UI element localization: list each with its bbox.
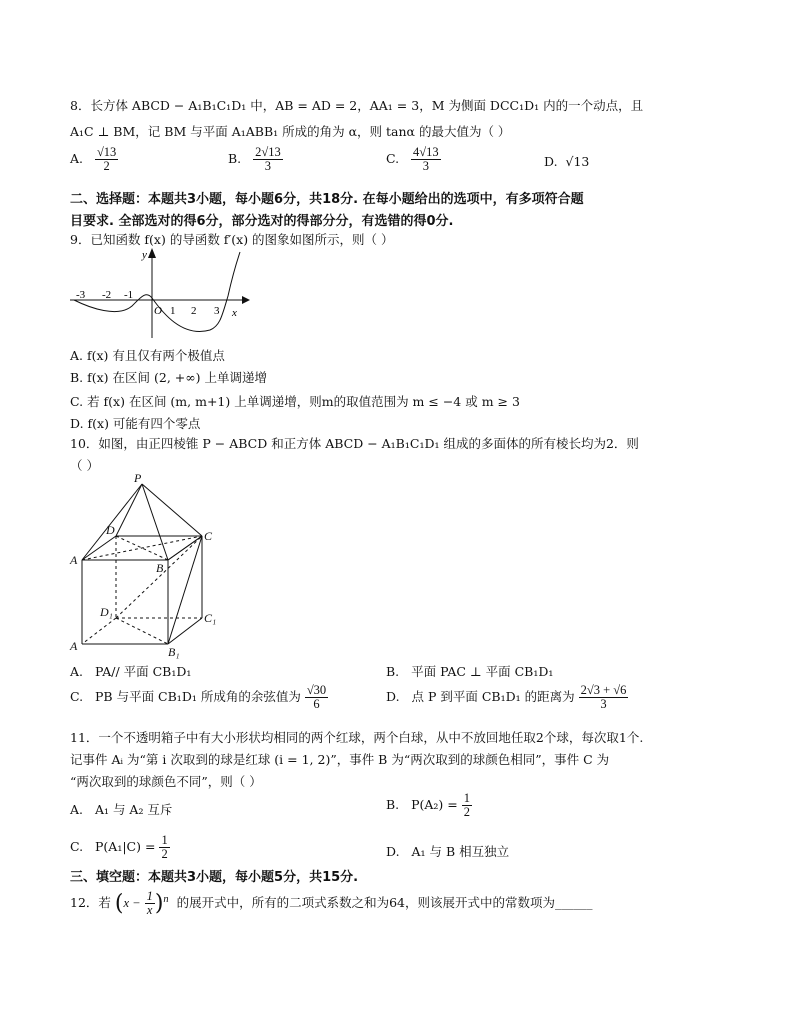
q10-figure-label: D <box>106 523 115 537</box>
q9-graph-tick: -2 <box>102 289 112 301</box>
q12-line: 12．若 (x − $\frac{1}{x}$ )$^n$ 的展开式中，所有的二项式系数之和为64，则该展开式中的常数项为______ <box>70 889 593 918</box>
q9-stem: 9．已知函数 f(x) 的导函数 f′(x) 的图象如图所示，则（ ） <box>70 232 394 247</box>
q9-derivative-graph <box>70 246 250 338</box>
q11-option-d: D. A₁ 与 B 相互独立 <box>386 844 510 859</box>
q10-figure-label: P <box>134 471 142 485</box>
q9-graph-y-label: y <box>142 249 147 261</box>
q8-option-b: B. $\frac{2√13}{3}$ <box>228 145 281 174</box>
q9-graph-tick: 1 <box>170 305 176 317</box>
q10-line1: 10．如图，由正四棱锥 P − ABCD 和正方体 ABCD − A₁B₁C₁D₁ 组成的多面体的所有棱长均为2．则 <box>70 436 639 451</box>
q9-graph-tick: -3 <box>76 289 86 301</box>
section2-heading-line2: 目要求. 全部选对的得6分，部分选对的得部分分，有选错的得0分. <box>70 214 454 229</box>
q10-option-b: B. 平面 PAC ⊥ 平面 CB₁D₁ <box>386 664 554 679</box>
q9-graph-tick: 2 <box>191 305 197 317</box>
q10-polyhedron-figure <box>68 470 228 660</box>
q10-option-c: C. PB 与平面 CB₁D₁ 所成角的余弦值为 $\frac{√30}{6}$ <box>70 683 327 712</box>
q11-line2: 记事件 Aᵢ 为“第 i 次取到的球是红球 (i = 1, 2)”，事件 B 为“两次取到的球颜色相同”，事件 C 为 <box>70 752 610 767</box>
q8-option-a: A. $\frac{√13}{2}$ <box>70 145 117 174</box>
q10-figure-label: C <box>204 529 213 543</box>
q9-option-a: A. f(x) 有且仅有两个极值点 <box>70 348 225 363</box>
q9-option-b: B. f(x) 在区间 (2, +∞) 上单调递增 <box>70 370 268 385</box>
q11-line1: 11．一个不透明箱子中有大小形状均相同的两个红球，两个白球，从中不放回地任取2个球，每次取1个. <box>70 730 644 745</box>
q8-line1: 8．长方体 ABCD − A₁B₁C₁D₁ 中，AB = AD = 2，AA₁ = 3，M 为侧面 DCC₁D₁ 内的一个动点，且 <box>70 98 644 113</box>
section3-heading: 三、填空题：本题共3小题，每小题5分，共15分. <box>70 870 359 885</box>
q10-figure-label: B <box>156 561 164 575</box>
q10-option-d: D. 点 P 到平面 CB₁D₁ 的距离为 $\frac{2√3 + √6}{3}$ <box>386 683 627 712</box>
q9-graph-origin: O <box>154 305 162 317</box>
q8-line2: A₁C ⊥ BM，记 BM 与平面 A₁ABB₁ 所成的角为 α，则 tanα 的最大值为（ ） <box>70 124 511 139</box>
q9-option-d: D. f(x) 可能有四个零点 <box>70 416 201 431</box>
section2-heading-line1: 二、选择题：本题共3小题，每小题6分，共18分. 在每小题给出的选项中，有多项符合题 <box>70 192 584 207</box>
q11-line3: “两次取到的球颜色不同”，则（ ） <box>70 774 262 789</box>
q8-option-d: D. √13 <box>544 154 590 169</box>
q10-figure-label: A <box>70 553 78 567</box>
q9-graph-tick: 3 <box>214 305 220 317</box>
q11-option-c: C. P(A₁|C) = $\frac{1}{2}$ <box>70 833 168 862</box>
q10-figure-label: B₁ <box>168 645 180 659</box>
q9-graph-x-label: x <box>232 307 237 319</box>
q11-option-a: A. A₁ 与 A₂ 互斥 <box>70 802 173 817</box>
q11-option-b: B. P(A₂) = $\frac{1}{2}$ <box>386 791 470 820</box>
q9-graph-tick: -1 <box>124 289 134 301</box>
q10-figure-label: C₁ <box>204 611 217 625</box>
q9-option-c: C. 若 f(x) 在区间 (m, m+1) 上单调递增，则m的取值范围为 m ≤ −4 或 m ≥ 3 <box>70 394 520 409</box>
q10-figure-label: D₁ <box>100 605 113 619</box>
q10-option-a: A. PA// 平面 CB₁D₁ <box>70 664 192 679</box>
q8-option-c: C. $\frac{4√13}{3}$ <box>386 145 439 174</box>
q10-figure-label: A <box>70 639 78 653</box>
q10-line2: （ ） <box>70 458 99 473</box>
